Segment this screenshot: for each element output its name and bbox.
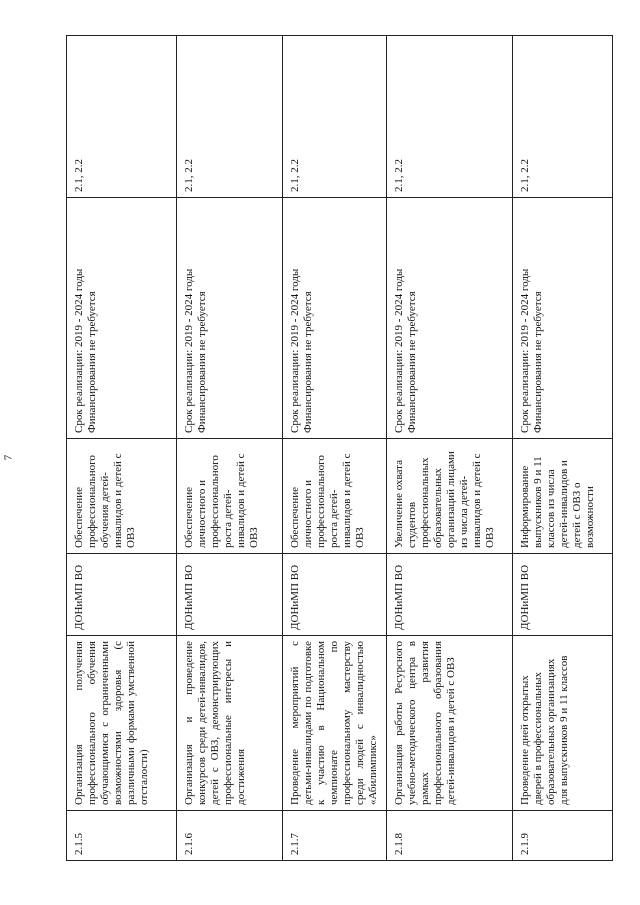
cell-event: Проведение мероприятий с детьми-инвалидами по подготовке к участию в Национальном чемпионате по профессиональному мастерству среди людей с инвалидностью «Абилимпикс» — [283, 636, 387, 811]
cell-responsible: ДОНиМП ВО — [513, 554, 613, 636]
cell-reference: 2.1, 2.2 — [387, 36, 513, 198]
cell-number: 2.1.8 — [387, 811, 513, 861]
table-row — [67, 36, 177, 861]
cell-term: Срок реализации: 2019 - 2024 годы Финансирования не требуется — [177, 198, 283, 439]
cell-result: Обеспечение личностного и профессионального роста детей-инвалидов и детей с ОВЗ — [283, 439, 387, 554]
table-row — [283, 36, 387, 861]
cell-responsible: ДОНиМП ВО — [177, 554, 283, 636]
cell-event: Организация получения профессионального обучения обучающимися с ограниченными возможностями здоровья (с различными формами умственной отсталости) — [67, 636, 177, 811]
cell-reference: 2.1, 2.2 — [513, 36, 613, 198]
page-number: 7 — [2, 454, 15, 461]
cell-result: Обеспечение профессионального обучения детей-инвалидов и детей с ОВЗ — [67, 439, 177, 554]
measures-table — [66, 35, 613, 861]
cell-number: 2.1.5 — [67, 811, 177, 861]
rotated-page-content — [66, 36, 612, 861]
cell-number: 2.1.7 — [283, 811, 387, 861]
cell-result: Информирование выпускников 9 и 11 классов из числа детей-инвалидов и детей с ОВЗ о возможности — [513, 439, 613, 554]
cell-term: Срок реализации: 2019 - 2024 годы Финансирования не требуется — [387, 198, 513, 439]
cell-reference: 2.1, 2.2 — [177, 36, 283, 198]
cell-number: 2.1.9 — [513, 811, 613, 861]
table-row — [387, 36, 513, 861]
cell-result: Увеличение охвата студентов профессиональных образовательных организаций лицами из числа детей-инвалидов и детей с ОВЗ — [387, 439, 513, 554]
cell-responsible: ДОНиМП ВО — [283, 554, 387, 636]
cell-number: 2.1.6 — [177, 811, 283, 861]
cell-responsible: ДОНиМП ВО — [67, 554, 177, 636]
cell-responsible: ДОНиМП ВО — [387, 554, 513, 636]
cell-reference: 2.1, 2.2 — [283, 36, 387, 198]
cell-event: Проведение дней открытых дверей в профессиональных образовательных организациях для выпускников 9 и 11 классов — [513, 636, 613, 811]
cell-result: Обеспечение личностного и профессионального роста детей-инвалидов и детей с ОВЗ — [177, 439, 283, 554]
cell-reference: 2.1, 2.2 — [67, 36, 177, 198]
cell-term: Срок реализации: 2019 - 2024 годы Финансирования не требуется — [67, 198, 177, 439]
cell-term: Срок реализации: 2019 - 2024 годы Финансирования не требуется — [283, 198, 387, 439]
table-row — [513, 36, 613, 861]
table-row — [177, 36, 283, 861]
cell-event: Организация и проведение конкурсов среди детей-инвалидов, детей с ОВЗ, демонстрирующих профессиональные интересы и достижения — [177, 636, 283, 811]
cell-term: Срок реализации: 2019 - 2024 годы Финансирования не требуется — [513, 198, 613, 439]
cell-event: Организация работы Ресурсного учебно-методического центра в рамках развития профессионального образования детей-инвалидов и детей с ОВЗ — [387, 636, 513, 811]
